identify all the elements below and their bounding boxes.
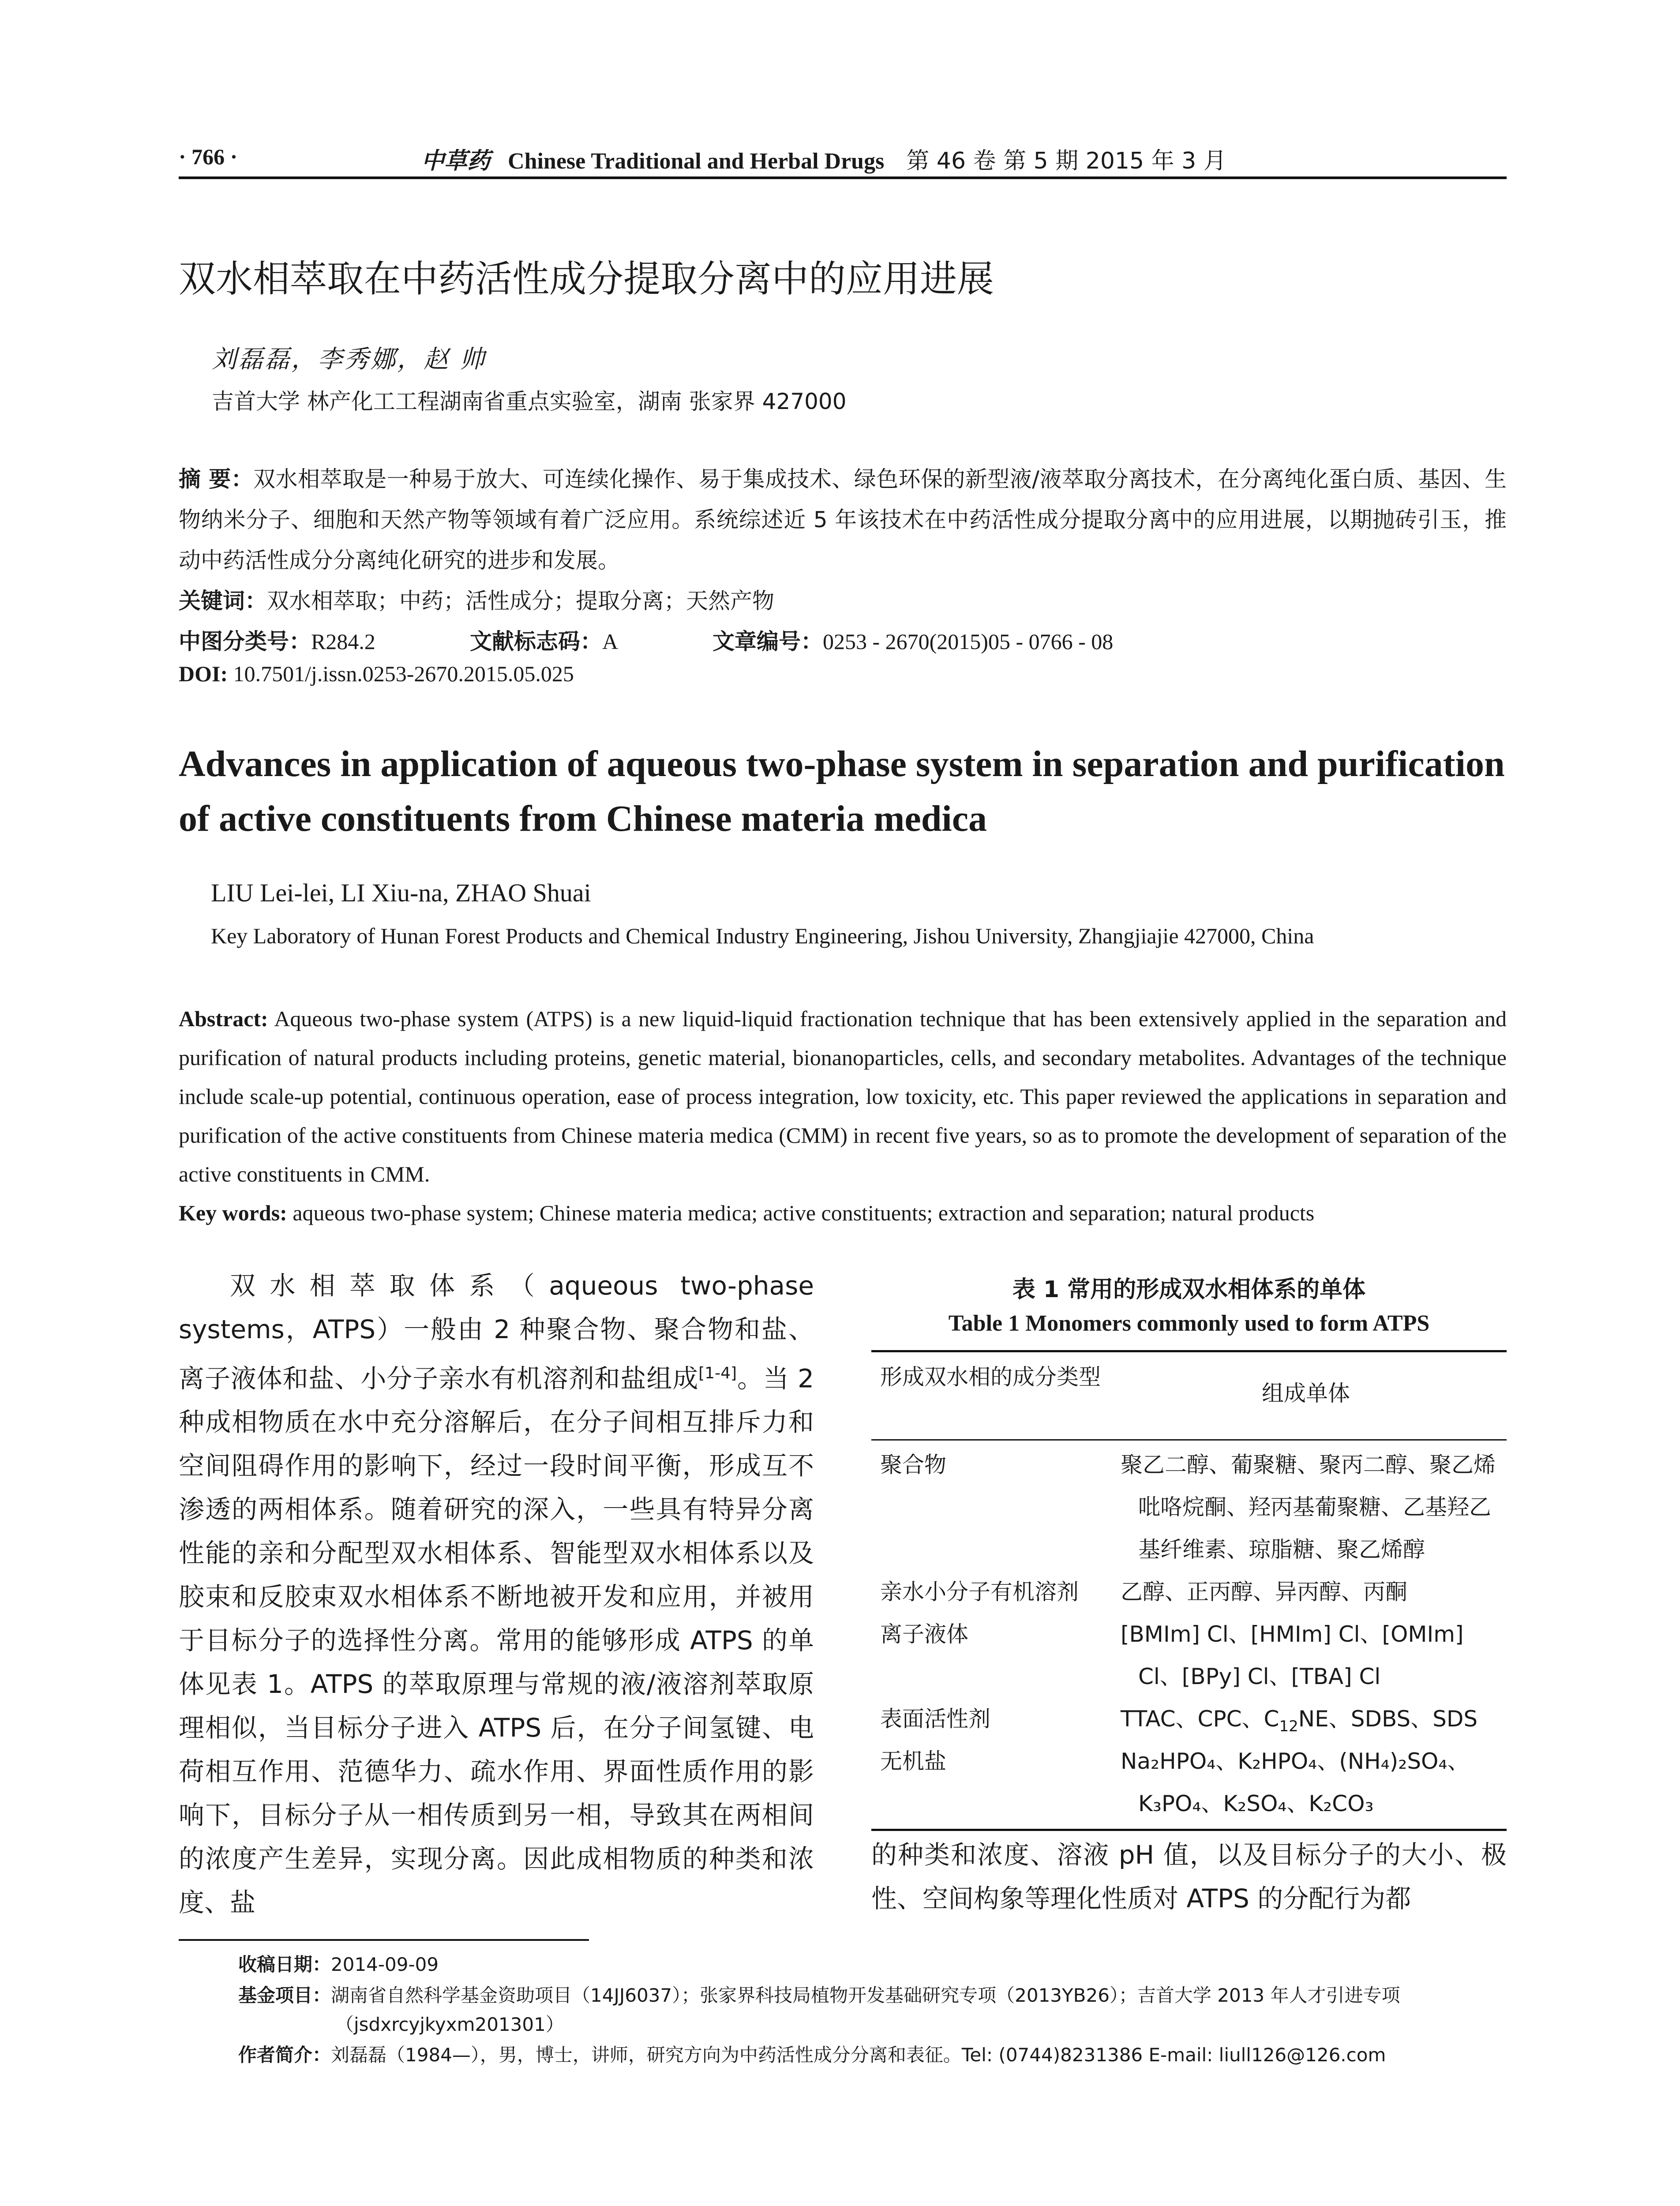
table-caption-cn: 表 1 常用的形成双水相体系的单体 [1012, 1276, 1366, 1303]
doi-link[interactable]: 10.7501/j.issn.0253-2670.2015.05.025 [233, 661, 574, 686]
table-cell-type: 无机盐 [880, 1748, 946, 1774]
authors-en: LIU Lei-lei, LI Xiu-na, ZHAO Shuai [211, 878, 591, 907]
abstract-cn-label: 摘 要： [179, 466, 254, 492]
footnote-fund: 基金项目：湖南省自然科学基金资助项目（14JJ6037）；张家界科技局植物开发基础研究专项（2013YB26）；吉首大学 2013 年人才引进专项（jsdxrcyjkyxm201301） [238, 1985, 1400, 2035]
table-cell-monomers: [BMIm] Cl、[HMIm] Cl、[OMIm] Cl、[BPy] Cl、[TBA] Cl [1121, 1621, 1464, 1689]
table-cell-type: 亲水小分子有机溶剂 [880, 1579, 1079, 1605]
clc-number: 中图分类号： R284.2 [179, 629, 375, 654]
footnote-author: 作者简介：刘磊磊（1984—），男，博士，讲师，研究方向为中药活性成分分离和表征。Tel: (0744)8231386 E-mail: liull126@126.com [238, 2044, 1386, 2066]
abstract-en [179, 999, 1507, 1193]
table-top-rule [871, 1350, 1507, 1352]
body-text-left: 双水相萃取体系（aqueous two-phase systems，ATPS）一般由 2 种聚合物、聚合物和盐、离子液体和盐、小分子亲水有机溶剂和盐组成[1-4]。当 2 种成相物质在水中充分溶解后，在分子间相互排斥力和空间阻碍作用的影响下，经过一段时间平衡，形成互不渗透的两相体系。随着研究的深入，一些具有特异分离性能的亲和分配型双水相体系、智能型双水相体系以及胶束和反胶束双水相体系不断地被开发和应用，并被用于目标分子的选择性分离。常用的能够形成 ATPS 的单体见表 1。ATPS 的萃取原理与常规的液/液溶剂萃取原理相似，当目标分子进入 ATPS 后，在分子间氢键、电荷相互作用、范德华力、疏水作用、界面性质作用的影响下，目标分子从一相传质到另一相，导致其在两相间的浓度产生差异，实现分离。因此成相物质的种类和浓度、盐 [179, 1271, 814, 1918]
footnote-received: 收稿日期：2014-09-09 [238, 1954, 439, 1975]
header-rule [179, 176, 1507, 179]
keywords-cn [179, 581, 1507, 621]
running-header [179, 140, 1507, 180]
article-number: 文章编号： 0253 - 2670(2015)05 - 0766 - 08 [712, 629, 1114, 654]
journal-name-en: Chinese Traditional and Herbal Drugs [508, 149, 885, 174]
authors-cn: 刘磊磊，李秀娜，赵 帅 [212, 345, 486, 374]
document-code: 文献标志码： A [470, 629, 619, 654]
journal-name [421, 142, 1226, 175]
table-header-monomers: 组成单体 [1262, 1381, 1350, 1406]
table-cell-monomers: TTAC、CPC、$C_{12}NE$、SDBS、SDS [1121, 1706, 1478, 1735]
title-en: Advances in application of aqueous two-phase system in separation and purification of active constituents from Chinese materia medica [179, 743, 1505, 839]
table-mid-rule [871, 1439, 1507, 1441]
table-caption-en: Table 1 Monomers commonly used to form ATPS [948, 1311, 1430, 1336]
keywords-cn-text: 双水相萃取；中药；活性成分；提取分离；天然产物 [267, 588, 774, 614]
abstract-en-text: Aqueous two-phase system (ATPS) is a new liquid-liquid fractionation technique that has been extensively applied in the separation and purification of natural products including proteins, genetic material, bionanoparticles, cells, and secondary metabolites. Advantages of the technique include scale-up potential, continuous operation, ease of process integration, low toxicity, etc. This paper reviewed the applications in separation and purification of the active constituents from Chinese materia medica (CMM) in recent five years, so as to promote the development of separation of the active constituents in CMM. [179, 1006, 1507, 1186]
footnote-rule [179, 1939, 589, 1941]
table-cell-type: 聚合物 [880, 1452, 946, 1478]
issue-info: 第 46 卷 第 5 期 2015 年 3 月 [906, 148, 1226, 174]
title-cn: 双水相萃取在中药活性成分提取分离中的应用进展 [179, 257, 994, 300]
doi [179, 661, 574, 687]
abstract-cn-text: 双水相萃取是一种易于放大、可连续化操作、易于集成技术、绿色环保的新型液/液萃取分离技术，在分离纯化蛋白质、基因、生物纳米分子、细胞和天然产物等领域有着广泛应用。系统综述近 5 年该技术在中药活性成分提取分离中的应用进展，以期抛砖引玉，推动中药活性成分分离纯化研究的进步和发展。 [179, 466, 1507, 573]
body-text-right: 的种类和浓度、溶液 pH 值，以及目标分子的大小、极性、空间构象等理化性质对 ATPS 的分配行为都 [871, 1840, 1507, 1913]
keywords-en-label: Key words: [179, 1201, 287, 1225]
doi-label: DOI: [179, 661, 228, 686]
journal-logo-cn: 中草药 [421, 147, 491, 174]
affiliation-en: Key Laboratory of Hunan Forest Products and Chemical Industry Engineering, Jishou University, Zhangjiajie 427000, China [211, 923, 1314, 948]
citation[interactable]: [1-4] [698, 1364, 737, 1382]
keywords-en-text: aqueous two-phase system; Chinese materia medica; active constituents; extraction and separation; natural products [292, 1201, 1315, 1225]
table-bottom-rule [871, 1829, 1507, 1831]
table-header-type: 形成双水相的成分类型 [880, 1364, 1101, 1390]
keywords-en [179, 1193, 1507, 1232]
table-cell-monomers: 乙醇、正丙醇、异丙醇、丙酮 [1121, 1579, 1407, 1605]
table-cell-monomers: Na₂HPO₄、K₂HPO₄、(NH₄)₂SO₄、 K₃PO₄、K₂SO₄、K₂CO₃ [1121, 1748, 1470, 1816]
abstract-cn [179, 459, 1507, 581]
page-number: · 766 · [179, 144, 238, 169]
affiliation-cn: 吉首大学 林产化工工程湖南省重点实验室，湖南 张家界 427000 [212, 389, 847, 414]
keywords-cn-label: 关键词： [179, 588, 267, 614]
table-cell-type: 离子液体 [880, 1621, 968, 1647]
abstract-en-label: Abstract: [179, 1006, 268, 1031]
table-cell-type: 表面活性剂 [880, 1706, 990, 1732]
table-cell-monomers: 聚乙二醇、葡聚糖、聚丙二醇、聚乙烯吡咯烷酮、羟丙基葡聚糖、乙基羟乙基纤维素、琼脂糖、聚乙烯醇 [1121, 1452, 1496, 1562]
